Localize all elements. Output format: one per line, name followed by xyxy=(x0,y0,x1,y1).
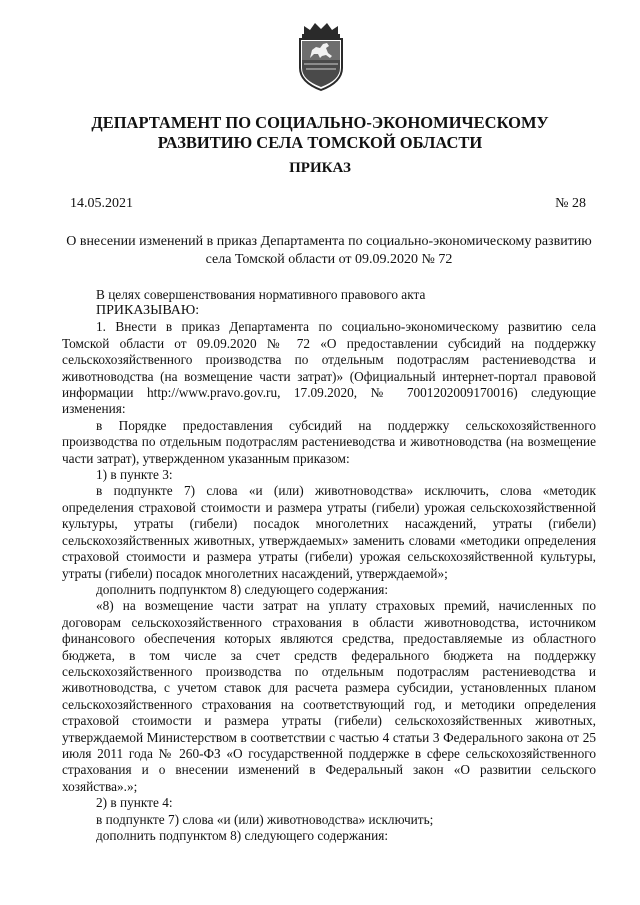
tomsk-oblast-coat-of-arms-icon xyxy=(292,20,350,92)
document-type: ПРИКАЗ xyxy=(289,160,351,176)
order-number: № 28 xyxy=(555,196,586,211)
body-paragraph-subpoint-7: в подпункте 7) слова «и (или) животноводства» исключить, слова «методик определения страховой стоимости и размера утраты (гибели) урожая сельскохозяйственной культуры, утраты (гибели) посадок многолетних насаждений, утраты (гибели) сельскохозяйственных животных, утверждаемых» заменить словами «методики определения страховой стоимости и размера утраты (гибели) урожая сельскохозяйственной культуры, утраты (гибели) посадок многолетних насаждений, утверждаемой»; xyxy=(62,483,596,581)
order-body xyxy=(62,287,596,844)
body-paragraph-add-subpoint-8: дополнить подпунктом 8) следующего содержания: xyxy=(96,581,389,597)
order-subject xyxy=(64,233,594,269)
body-paragraph-procedure: в Порядке предоставления субсидий на поддержку сельскохозяйственного производства по отдельным подотраслям растениеводства и животноводства (на возмещение части затрат), утвержденном указанным приказом: xyxy=(62,417,596,466)
body-paragraph-item-1: 1. Внести в приказ Департамента по социально-экономическому развитию села Томской области от 09.09.2020 № 72 «О предоставлении субсидий на поддержку сельскохозяйственного производства по отдельным подотраслям растениеводства и животноводства (на возмещение части затрат)» (Официальный интернет-портал правовой информации http://www.pravo.gov.ru, 17.09.2020, № 7001202009170016) следующие изменения: xyxy=(62,319,596,417)
body-paragraph-point-4: 2) в пункте 4: xyxy=(96,795,173,811)
department-title-line-1: ДЕПАРТАМЕНТ ПО СОЦИАЛЬНО-ЭКОНОМИЧЕСКОМУ xyxy=(91,113,549,132)
body-paragraph-preamble: В целях совершенствования нормативного правового акта xyxy=(96,287,426,302)
body-paragraph-subpoint-8-text: «8) на возмещение части затрат на уплату страховых премий, начисленных по договорам сельскохозяйственного страхования в области животноводства, источником финансового обеспечения которых являются средства, предоставляемые из областного бюджета, в том числе за счет средств федерального бюджета на поддержку сельскохозяйственного производства по отдельным подотраслям растениеводства и животноводства, с учетом ставок для расчета размера субсидии, установленных планом сельскохозяйственного страхования на соответствующий год, и методики определения страховой стоимости и размера утраты (гибели) сельскохозяйственных животных, утверждаемой Министерством в соответствии с частью 4 статьи 3 Федерального закона от 25 июля 2011 года № 260-ФЗ «О государственной поддержке в сфере сельскохозяйственного страхования и о внесении изменений в Федеральный закон «О развитии сельского хозяйства».»; xyxy=(62,598,596,794)
department-title-line-2: РАЗВИТИЮ СЕЛА ТОМСКОЙ ОБЛАСТИ xyxy=(157,133,483,152)
body-paragraph-point-4-subpoint-7: в подпункте 7) слова «и (или) животноводства» исключить; xyxy=(96,811,434,827)
order-subject-line-1: О внесении изменений в приказ Департамента по социально-экономическому развитию xyxy=(66,234,592,249)
order-date: 14.05.2021 xyxy=(70,196,133,211)
department-title xyxy=(60,113,580,153)
body-paragraph-point-3: 1) в пункте 3: xyxy=(96,467,173,483)
order-subject-line-2: села Томской области от 09.09.2020 № 72 xyxy=(205,252,453,267)
body-paragraph-point-4-add-subpoint-8: дополнить подпунктом 8) следующего содержания: xyxy=(96,828,389,843)
body-paragraph-order-word: ПРИКАЗЫВАЮ: xyxy=(96,303,200,319)
